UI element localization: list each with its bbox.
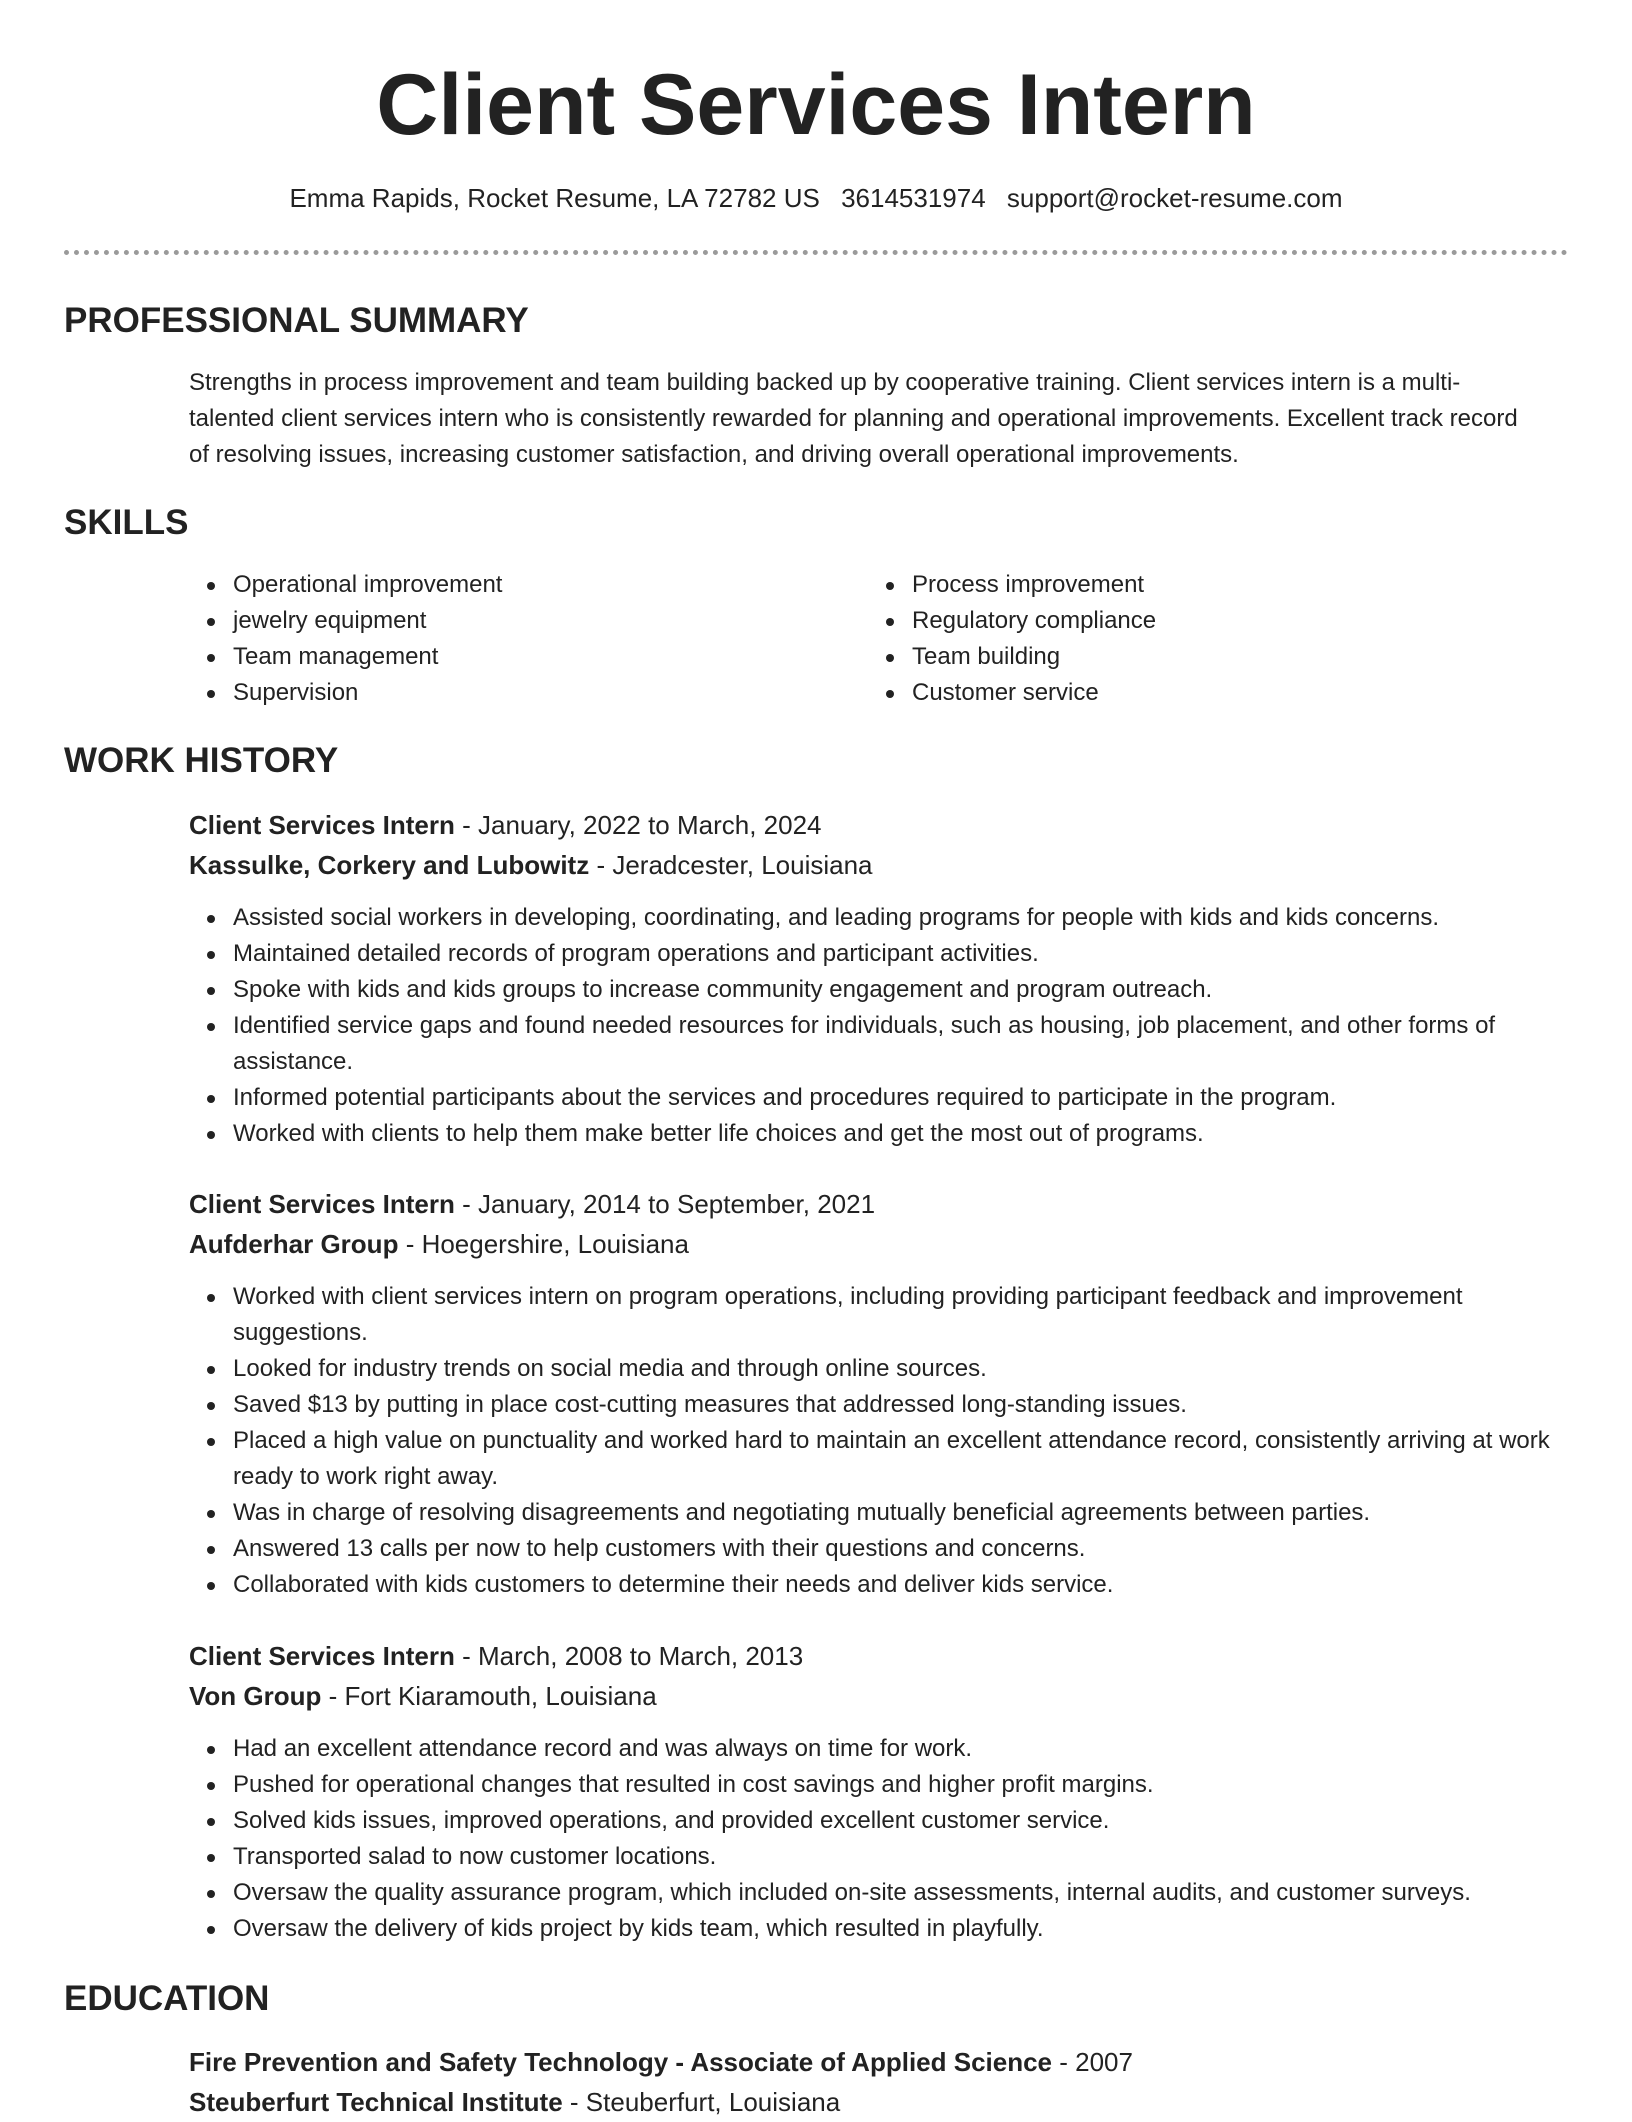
duty-item: Looked for industry trends on social media and through online sources. <box>233 1351 1583 1387</box>
duty-item: Spoke with kids and kids groups to increase community engagement and program outreach. <box>233 972 1583 1008</box>
job-title-line <box>189 1636 803 1676</box>
duty-item: Oversaw the delivery of kids project by kids team, which resulted in playfully. <box>233 1911 1583 1947</box>
summary-text: Strengths in process improvement and team building backed up by cooperative training. Client services intern is a multi-talented client services intern who is consistently rewarded for planning and operational improvements. Excellent track record of resolving issues, increasing customer satisfaction, and driving overall operational improvements. <box>189 369 1518 468</box>
job-company: Von Group <box>189 1681 322 1711</box>
skill-item: Team management <box>233 639 853 675</box>
skill-item: jewelry equipment <box>233 603 853 639</box>
education-degree: Fire Prevention and Safety Technology - Associate of Applied Science <box>189 2047 1053 2077</box>
education-school: Steuberfurt Technical Institute <box>189 2087 563 2117</box>
education-degree-line <box>189 2042 1133 2082</box>
duty-item: Was in charge of resolving disagreements and negotiating mutually beneficial agreements between parties. <box>233 1495 1583 1531</box>
job-duties-list <box>189 1731 1583 1947</box>
contact-address: Emma Rapids, Rocket Resume, LA 72782 US <box>289 183 820 213</box>
job-company: Kassulke, Corkery and Lubowitz <box>189 850 590 880</box>
duty-item: Oversaw the quality assurance program, which included on-site assessments, internal audits, and customer surveys. <box>233 1875 1583 1911</box>
duty-item: Worked with client services intern on program operations, including providing participant feedback and improvement suggestions. <box>233 1279 1583 1351</box>
skill-item: Operational improvement <box>233 567 853 603</box>
duty-item: Answered 13 calls per now to help customers with their questions and concerns. <box>233 1531 1583 1567</box>
skill-item: Customer service <box>912 675 1532 711</box>
job-dates: - March, 2008 to March, 2013 <box>462 1641 804 1671</box>
job-title-line <box>189 805 822 845</box>
skill-item: Supervision <box>233 675 853 711</box>
duty-item: Informed potential participants about the services and procedures required to participate in the program. <box>233 1080 1583 1116</box>
contact-email: support@rocket-resume.com <box>1006 183 1343 213</box>
resume-name-title: Client Services Intern <box>376 57 1256 153</box>
work-history-heading: WORK HISTORY <box>64 741 339 780</box>
skills-heading: SKILLS <box>64 503 189 542</box>
skill-item: Regulatory compliance <box>912 603 1532 639</box>
duty-item: Transported salad to now customer locations. <box>233 1839 1583 1875</box>
education-school-line <box>189 2082 840 2122</box>
job-duties-list <box>189 900 1583 1152</box>
job-company-line <box>189 1676 657 1716</box>
duty-item: Collaborated with kids customers to determine their needs and deliver kids service. <box>233 1567 1583 1603</box>
header-divider <box>64 250 1568 255</box>
job-role: Client Services Intern <box>189 1189 455 1219</box>
duty-item: Identified service gaps and found needed resources for individuals, such as housing, job placement, and other forms of assistance. <box>233 1008 1583 1080</box>
contact-line <box>0 178 1632 218</box>
job-role: Client Services Intern <box>189 1641 455 1671</box>
job-company: Aufderhar Group <box>189 1229 399 1259</box>
job-company-line <box>189 1224 689 1264</box>
duty-item: Maintained detailed records of program operations and participant activities. <box>233 936 1583 972</box>
education-heading: EDUCATION <box>64 1979 270 2018</box>
job-title-line <box>189 1184 875 1224</box>
job-location: - Jeradcester, Louisiana <box>596 850 873 880</box>
duty-item: Pushed for operational changes that resulted in cost savings and higher profit margins. <box>233 1767 1583 1803</box>
job-role: Client Services Intern <box>189 810 455 840</box>
duty-item: Placed a high value on punctuality and worked hard to maintain an excellent attendance record, consistently arriving at work ready to work right away. <box>233 1423 1583 1495</box>
job-location: - Hoegershire, Louisiana <box>405 1229 689 1259</box>
skills-list-right <box>868 567 1532 711</box>
education-year: - 2007 <box>1059 2047 1133 2077</box>
duty-item: Had an excellent attendance record and was always on time for work. <box>233 1731 1583 1767</box>
summary-heading: PROFESSIONAL SUMMARY <box>64 301 529 340</box>
skills-list-left <box>189 567 853 711</box>
contact-phone: 3614531974 <box>841 183 986 213</box>
duty-item: Worked with clients to help them make better life choices and get the most out of programs. <box>233 1116 1583 1152</box>
duty-item: Assisted social workers in developing, coordinating, and leading programs for people with kids and kids concerns. <box>233 900 1583 936</box>
job-dates: - January, 2022 to March, 2024 <box>462 810 822 840</box>
skill-item: Team building <box>912 639 1532 675</box>
skill-item: Process improvement <box>912 567 1532 603</box>
education-location: - Steuberfurt, Louisiana <box>569 2087 841 2117</box>
duty-item: Saved $13 by putting in place cost-cutting measures that addressed long-standing issues. <box>233 1387 1583 1423</box>
job-company-line <box>189 845 873 885</box>
duty-item: Solved kids issues, improved operations, and provided excellent customer service. <box>233 1803 1583 1839</box>
job-duties-list <box>189 1279 1583 1603</box>
job-dates: - January, 2014 to September, 2021 <box>462 1189 876 1219</box>
job-location: - Fort Kiaramouth, Louisiana <box>328 1681 657 1711</box>
